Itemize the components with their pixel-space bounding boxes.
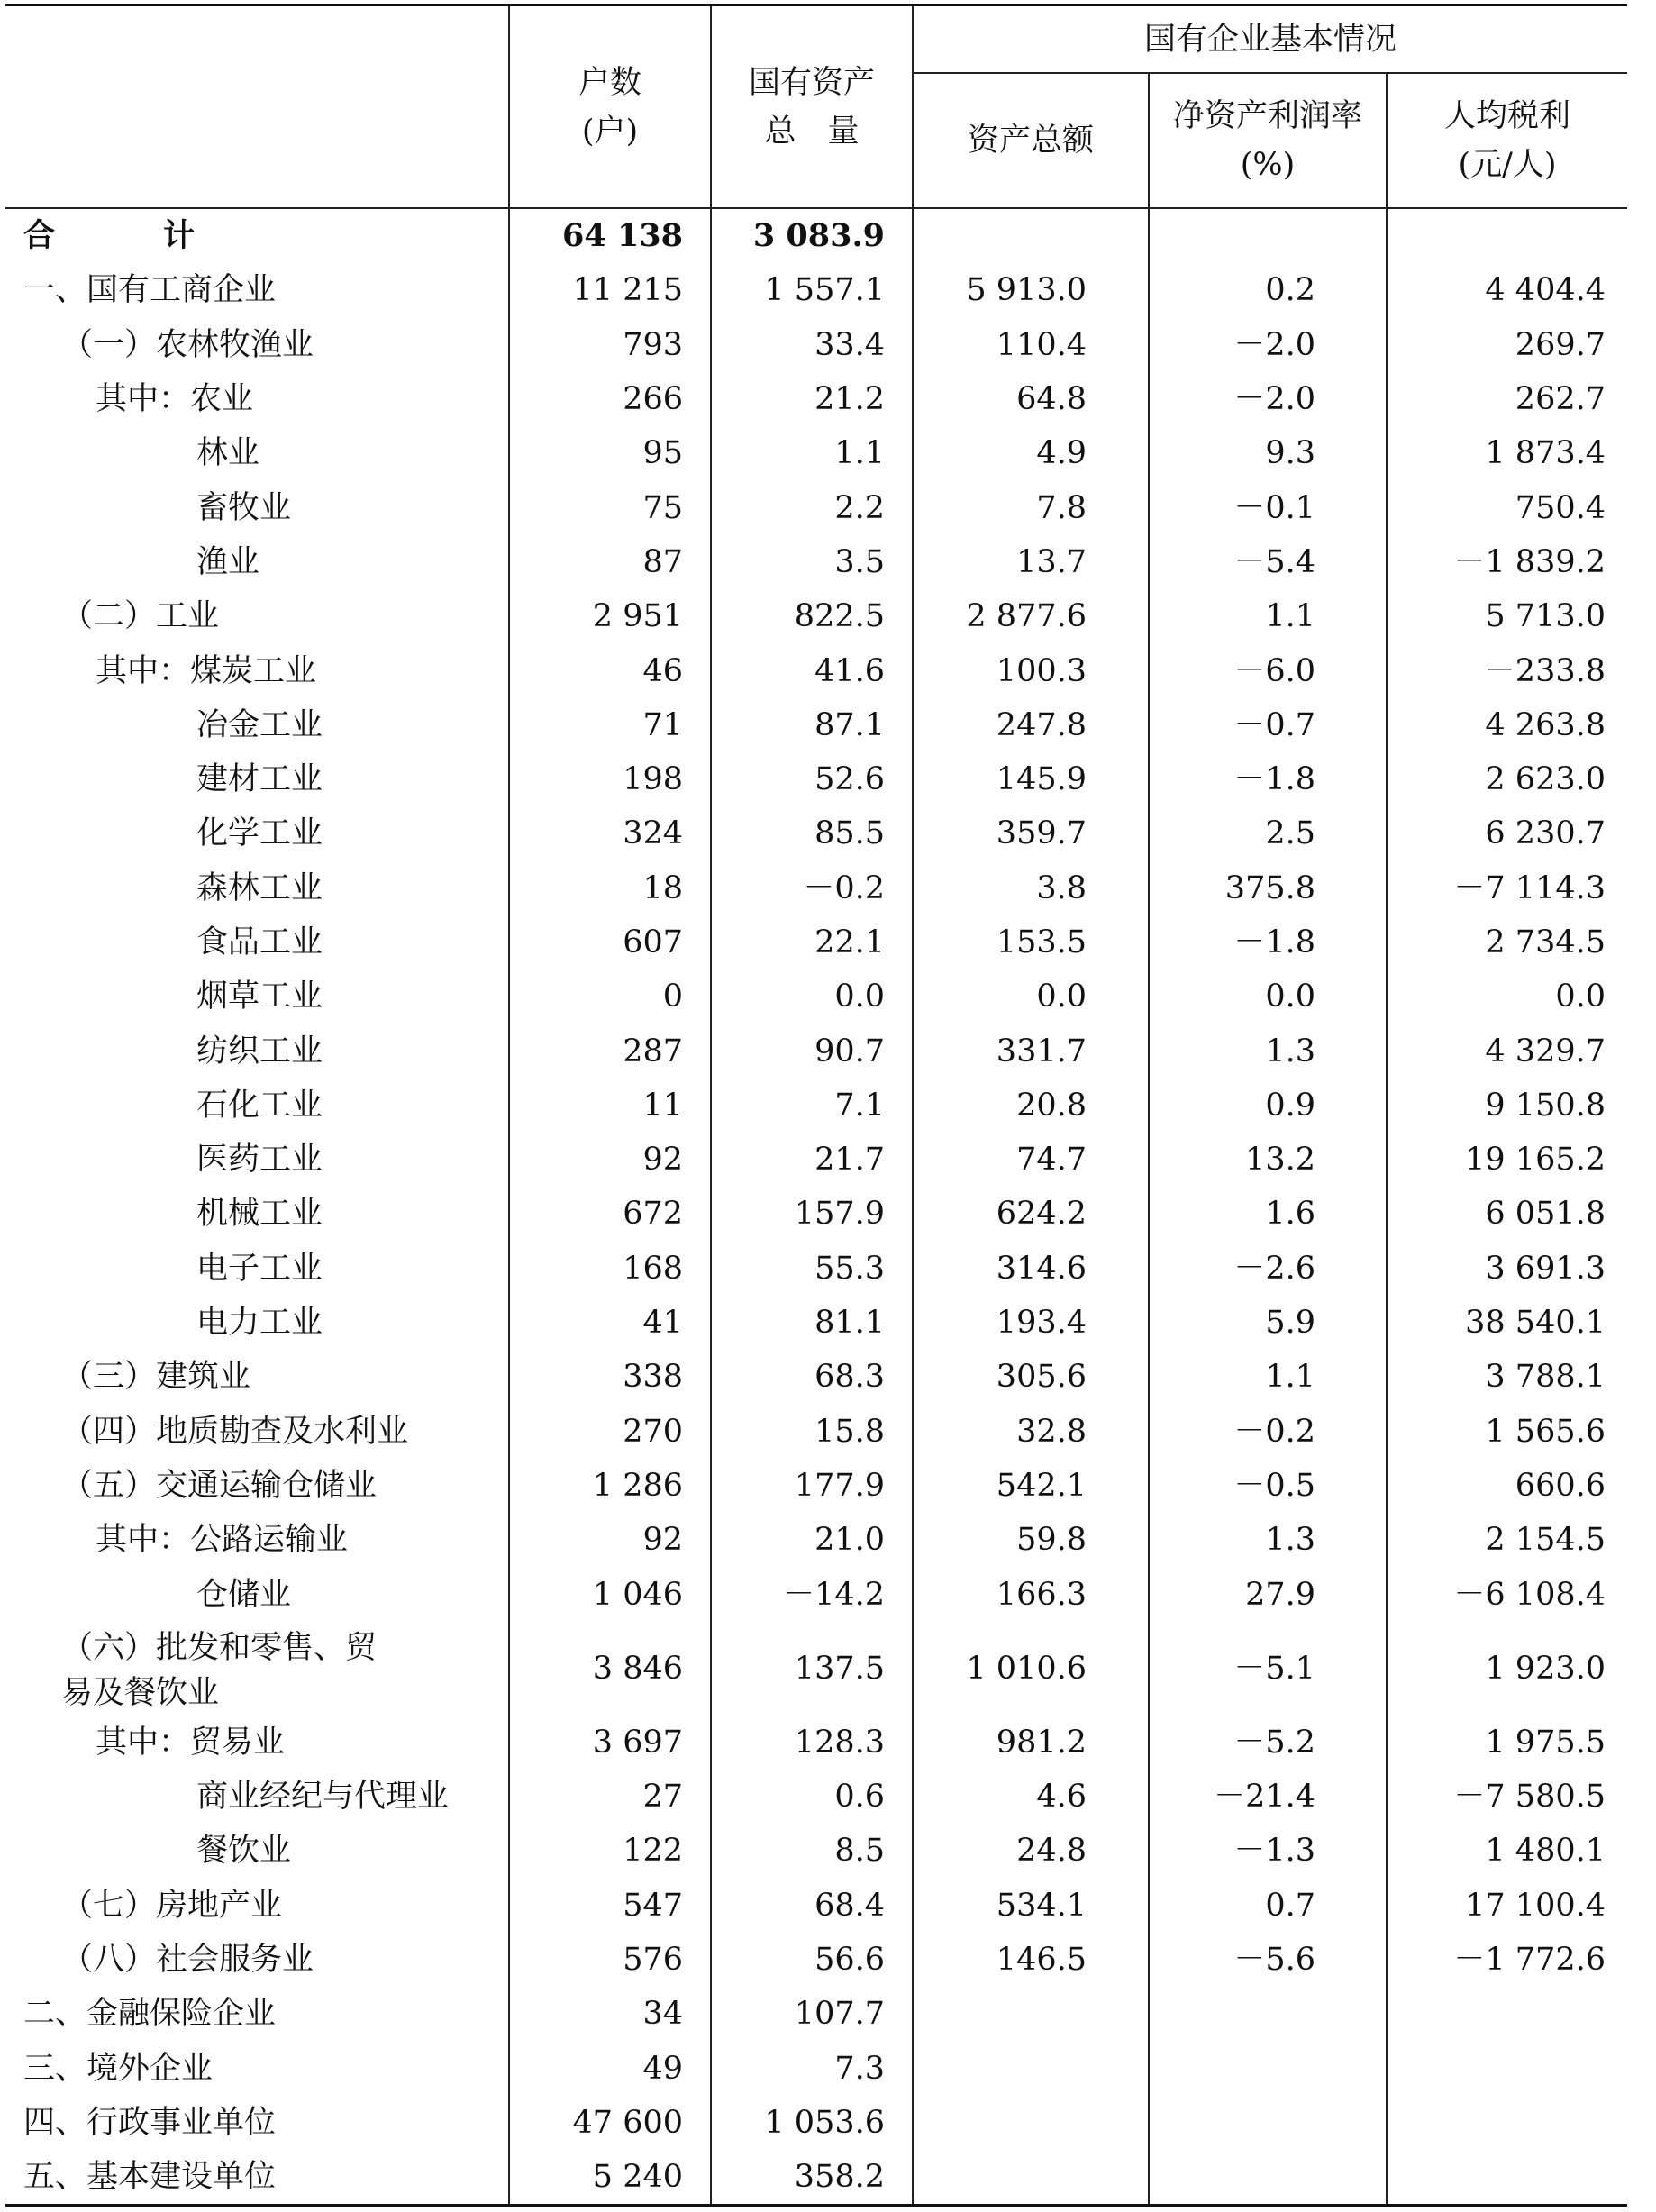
- cell-state-assets: 3.5: [711, 535, 913, 589]
- cell-total-assets: 7.8: [913, 480, 1149, 534]
- cell-roe: 1.3: [1149, 1513, 1387, 1567]
- cell-tax-per-capita: －7 114.3: [1387, 861, 1627, 915]
- header-group-title: 国有企业基本情况: [913, 5, 1627, 74]
- cell-tax-per-capita: 2 154.5: [1387, 1513, 1627, 1567]
- cell-total-assets: 193.4: [913, 1296, 1149, 1350]
- cell-tax-per-capita: [1387, 2150, 1627, 2206]
- row-label: 仓储业: [196, 1576, 292, 1613]
- table-row: [5, 969, 1627, 1024]
- cell-total-assets: [913, 2042, 1149, 2096]
- cell-roe: 1.3: [1149, 1024, 1387, 1078]
- cell-tax-per-capita: －6 108.4: [1387, 1567, 1627, 1621]
- cell-roe: －5.6: [1149, 1933, 1387, 1987]
- cell-tax-per-capita: 4 263.8: [1387, 698, 1627, 752]
- cell-tax-per-capita: [1387, 2096, 1627, 2150]
- cell-state-assets: 137.5: [711, 1622, 913, 1716]
- cell-roe: －1.8: [1149, 915, 1387, 969]
- cell-roe: 1.1: [1149, 1350, 1387, 1404]
- row-label: 食品工业: [196, 924, 323, 960]
- table-row: [5, 1133, 1627, 1187]
- cell-roe: 2.5: [1149, 806, 1387, 860]
- cell-total-assets: 981.2: [913, 1716, 1149, 1770]
- cell-tax-per-capita: 19 165.2: [1387, 1133, 1627, 1187]
- cell-roe: 1.1: [1149, 589, 1387, 643]
- table-row: [5, 2150, 1627, 2206]
- cell-state-assets: 128.3: [711, 1716, 913, 1770]
- table-row: [5, 1933, 1627, 1987]
- cell-roe: 5.9: [1149, 1296, 1387, 1350]
- cell-total-assets: 359.7: [913, 806, 1149, 860]
- cell-state-assets: 52.6: [711, 752, 913, 806]
- cell-total-assets: 20.8: [913, 1079, 1149, 1133]
- row-label: （四）地质勘查及水利业: [61, 1413, 409, 1450]
- table-row: [5, 1987, 1627, 2041]
- row-label: 商业经纪与代理业: [196, 1779, 450, 1816]
- state-assets-table: [5, 4, 1627, 2207]
- table-row: [5, 372, 1627, 426]
- cell-roe: 1.6: [1149, 1187, 1387, 1241]
- table-row: [5, 263, 1627, 317]
- table-body: [5, 208, 1627, 2206]
- cell-state-assets: 7.1: [711, 1079, 913, 1133]
- cell-households: 672: [509, 1187, 711, 1241]
- cell-total-assets: 59.8: [913, 1513, 1149, 1567]
- table-row: [5, 643, 1627, 697]
- cell-tax-per-capita: 2 734.5: [1387, 915, 1627, 969]
- cell-households: 34: [509, 1987, 711, 2041]
- header-households: 户数 (户): [509, 5, 711, 209]
- cell-households: 168: [509, 1242, 711, 1296]
- cell-households: 46: [509, 643, 711, 697]
- row-label: 林业: [196, 435, 260, 472]
- cell-households: 11 215: [509, 263, 711, 317]
- table-row: [5, 1405, 1627, 1459]
- cell-state-assets: 1 053.6: [711, 2096, 913, 2150]
- table-row: [5, 1567, 1627, 1621]
- row-label: （七）房地产业: [61, 1887, 283, 1924]
- cell-total-assets: 24.8: [913, 1824, 1149, 1878]
- row-label: 其中：煤炭工业: [96, 652, 317, 689]
- cell-roe: －5.1: [1149, 1622, 1387, 1716]
- cell-state-assets: 8.5: [711, 1824, 913, 1878]
- cell-households: 87: [509, 535, 711, 589]
- cell-state-assets: 22.1: [711, 915, 913, 969]
- cell-households: 1 046: [509, 1567, 711, 1621]
- row-label: （三）建筑业: [61, 1359, 251, 1396]
- header-roe: 净资产利润率 (%): [1149, 73, 1387, 208]
- row-label: （六）批发和零售、贸易及餐饮业: [61, 1629, 378, 1711]
- cell-total-assets: 331.7: [913, 1024, 1149, 1078]
- cell-tax-per-capita: 660.6: [1387, 1459, 1627, 1513]
- cell-state-assets: 2.2: [711, 480, 913, 534]
- cell-total-assets: 1 010.6: [913, 1622, 1149, 1716]
- row-label: 五、基本建设单位: [5, 2150, 509, 2206]
- table-row: [5, 698, 1627, 752]
- cell-total-assets: [913, 2150, 1149, 2206]
- cell-households: 47 600: [509, 2096, 711, 2150]
- cell-state-assets: 68.3: [711, 1350, 913, 1404]
- cell-roe: [1149, 2096, 1387, 2150]
- cell-tax-per-capita: [1387, 1987, 1627, 2041]
- cell-roe: －6.0: [1149, 643, 1387, 697]
- table-row: [5, 1879, 1627, 1933]
- cell-tax-per-capita: [1387, 2042, 1627, 2096]
- cell-roe: [1149, 1987, 1387, 2041]
- cell-households: 5 240: [509, 2150, 711, 2206]
- cell-households: 64 138: [509, 208, 711, 263]
- cell-state-assets: 358.2: [711, 2150, 913, 2206]
- cell-state-assets: 3 083.9: [711, 208, 913, 263]
- row-label: 四、行政事业单位: [23, 2104, 277, 2141]
- cell-tax-per-capita: －1 839.2: [1387, 535, 1627, 589]
- cell-state-assets: 56.6: [711, 1933, 913, 1987]
- row-label: 二、金融保险企业: [23, 1996, 277, 2033]
- cell-state-assets: 21.2: [711, 372, 913, 426]
- cell-tax-per-capita: 9 150.8: [1387, 1079, 1627, 1133]
- cell-households: 607: [509, 915, 711, 969]
- row-label: 冶金工业: [196, 706, 323, 743]
- header-tax-per-capita: 人均税利 (元/人): [1387, 73, 1627, 208]
- cell-tax-per-capita: 4 404.4: [1387, 263, 1627, 317]
- cell-households: 122: [509, 1824, 711, 1878]
- cell-tax-per-capita: 2 623.0: [1387, 752, 1627, 806]
- cell-state-assets: 0.0: [711, 969, 913, 1024]
- cell-total-assets: 153.5: [913, 915, 1149, 969]
- cell-roe: －2.6: [1149, 1242, 1387, 1296]
- total-row: [5, 208, 1627, 263]
- cell-tax-per-capita: 0.0: [1387, 969, 1627, 1024]
- cell-tax-per-capita: 3 691.3: [1387, 1242, 1627, 1296]
- table-row: [5, 1716, 1627, 1770]
- cell-tax-per-capita: －7 580.5: [1387, 1770, 1627, 1824]
- table-row: [5, 1079, 1627, 1133]
- cell-households: 95: [509, 426, 711, 480]
- cell-state-assets: －0.2: [711, 861, 913, 915]
- cell-roe: －21.4: [1149, 1770, 1387, 1824]
- cell-state-assets: 68.4: [711, 1879, 913, 1933]
- row-label: 渔业: [196, 543, 260, 580]
- table-row: [5, 2042, 1627, 2096]
- table-row: [5, 1242, 1627, 1296]
- row-label: 纺织工业: [196, 1033, 323, 1070]
- row-label: （五）交通运输仓储业: [61, 1467, 378, 1504]
- cell-state-assets: 107.7: [711, 1987, 913, 2041]
- cell-tax-per-capita: 1 480.1: [1387, 1824, 1627, 1878]
- cell-tax-per-capita: 262.7: [1387, 372, 1627, 426]
- row-label: 其中：公路运输业: [96, 1522, 349, 1559]
- cell-total-assets: 74.7: [913, 1133, 1149, 1187]
- cell-tax-per-capita: －1 772.6: [1387, 1933, 1627, 1987]
- cell-total-assets: 3.8: [913, 861, 1149, 915]
- cell-households: 49: [509, 2042, 711, 2096]
- cell-households: 92: [509, 1133, 711, 1187]
- cell-tax-per-capita: 1 873.4: [1387, 426, 1627, 480]
- cell-roe: 0.2: [1149, 263, 1387, 317]
- cell-roe: －0.7: [1149, 698, 1387, 752]
- cell-total-assets: 542.1: [913, 1459, 1149, 1513]
- cell-tax-per-capita: 750.4: [1387, 480, 1627, 534]
- cell-total-assets: 5 913.0: [913, 263, 1149, 317]
- cell-state-assets: 55.3: [711, 1242, 913, 1296]
- row-label: 其中：贸易业: [96, 1724, 286, 1761]
- cell-households: 71: [509, 698, 711, 752]
- cell-tax-per-capita: 17 100.4: [1387, 1879, 1627, 1933]
- cell-tax-per-capita: 6 230.7: [1387, 806, 1627, 860]
- row-label: （二）工业: [61, 598, 220, 635]
- cell-households: 41: [509, 1296, 711, 1350]
- cell-total-assets: 0.0: [913, 969, 1149, 1024]
- header-state-assets: 国有资产 总 量: [711, 5, 913, 209]
- cell-state-assets: 21.7: [711, 1133, 913, 1187]
- cell-tax-per-capita: 4 329.7: [1387, 1024, 1627, 1078]
- cell-total-assets: 2 877.6: [913, 589, 1149, 643]
- cell-tax-per-capita: －233.8: [1387, 643, 1627, 697]
- cell-households: 338: [509, 1350, 711, 1404]
- cell-households: 2 951: [509, 589, 711, 643]
- cell-total-assets: 166.3: [913, 1567, 1149, 1621]
- cell-households: 547: [509, 1879, 711, 1933]
- cell-total-assets: 100.3: [913, 643, 1149, 697]
- row-label: 三、境外企业: [23, 2050, 214, 2087]
- cell-total-assets: [913, 2096, 1149, 2150]
- cell-households: 793: [509, 318, 711, 372]
- cell-roe: 0.7: [1149, 1879, 1387, 1933]
- cell-total-assets: 13.7: [913, 535, 1149, 589]
- table-row: [5, 589, 1627, 643]
- cell-households: 0: [509, 969, 711, 1024]
- header-blank: [5, 5, 509, 209]
- table-header: [5, 5, 1627, 209]
- table-row: [5, 806, 1627, 860]
- cell-households: 92: [509, 1513, 711, 1567]
- cell-tax-per-capita: 3 788.1: [1387, 1350, 1627, 1404]
- cell-households: 11: [509, 1079, 711, 1133]
- row-label: 医药工业: [196, 1142, 323, 1179]
- cell-households: 287: [509, 1024, 711, 1078]
- cell-total-assets: [913, 208, 1149, 263]
- row-label: 机械工业: [196, 1196, 323, 1233]
- row-label: 餐饮业: [196, 1833, 292, 1870]
- cell-roe: 13.2: [1149, 1133, 1387, 1187]
- cell-state-assets: 21.0: [711, 1513, 913, 1567]
- cell-tax-per-capita: 269.7: [1387, 318, 1627, 372]
- cell-households: 198: [509, 752, 711, 806]
- cell-total-assets: 305.6: [913, 1350, 1149, 1404]
- table-row: [5, 1459, 1627, 1513]
- cell-state-assets: 41.6: [711, 643, 913, 697]
- cell-households: 3 697: [509, 1716, 711, 1770]
- table-row: [5, 535, 1627, 589]
- cell-total-assets: 32.8: [913, 1405, 1149, 1459]
- table-row: [5, 1296, 1627, 1350]
- cell-total-assets: 110.4: [913, 318, 1149, 372]
- row-label: 电子工业: [196, 1250, 323, 1287]
- table-row: [5, 1824, 1627, 1878]
- table-row: [5, 1770, 1627, 1824]
- cell-roe: 0.0: [1149, 969, 1387, 1024]
- cell-state-assets: 157.9: [711, 1187, 913, 1241]
- cell-tax-per-capita: 1 975.5: [1387, 1716, 1627, 1770]
- table-row: [5, 1513, 1627, 1567]
- cell-state-assets: 90.7: [711, 1024, 913, 1078]
- row-label: 畜牧业: [196, 489, 292, 526]
- cell-tax-per-capita: 1 923.0: [1387, 1622, 1627, 1716]
- cell-roe: －5.4: [1149, 535, 1387, 589]
- table-row: [5, 426, 1627, 480]
- cell-state-assets: 85.5: [711, 806, 913, 860]
- cell-roe: [1149, 208, 1387, 263]
- row-label: 石化工业: [196, 1087, 323, 1124]
- table-row: [5, 915, 1627, 969]
- row-label: （一）农林牧渔业: [61, 326, 314, 363]
- cell-state-assets: 177.9: [711, 1459, 913, 1513]
- table-row: [5, 480, 1627, 534]
- cell-households: 27: [509, 1770, 711, 1824]
- row-label: （八）社会服务业: [61, 1942, 314, 1979]
- cell-total-assets: 4.6: [913, 1770, 1149, 1824]
- cell-total-assets: 64.8: [913, 372, 1149, 426]
- cell-total-assets: 146.5: [913, 1933, 1149, 1987]
- table-row: [5, 2096, 1627, 2150]
- cell-households: 75: [509, 480, 711, 534]
- cell-state-assets: －14.2: [711, 1567, 913, 1621]
- row-label: 合 计: [23, 217, 196, 255]
- cell-state-assets: 15.8: [711, 1405, 913, 1459]
- cell-total-assets: 247.8: [913, 698, 1149, 752]
- table-row: [5, 1024, 1627, 1078]
- table-row: [5, 1350, 1627, 1404]
- cell-roe: －5.2: [1149, 1716, 1387, 1770]
- table-row: [5, 861, 1627, 915]
- row-label: 森林工业: [196, 869, 323, 906]
- cell-roe: 0.9: [1149, 1079, 1387, 1133]
- cell-households: 324: [509, 806, 711, 860]
- cell-roe: －2.0: [1149, 318, 1387, 372]
- cell-roe: －1.8: [1149, 752, 1387, 806]
- cell-state-assets: 822.5: [711, 589, 913, 643]
- cell-roe: 27.9: [1149, 1567, 1387, 1621]
- cell-total-assets: [913, 1987, 1149, 2041]
- cell-households: 3 846: [509, 1622, 711, 1716]
- cell-state-assets: 0.6: [711, 1770, 913, 1824]
- table-row: [5, 318, 1627, 372]
- cell-total-assets: 4.9: [913, 426, 1149, 480]
- cell-households: 266: [509, 372, 711, 426]
- cell-state-assets: 1.1: [711, 426, 913, 480]
- cell-roe: －0.2: [1149, 1405, 1387, 1459]
- cell-roe: [1149, 2150, 1387, 2206]
- row-label: 电力工业: [196, 1305, 323, 1342]
- table-row: [5, 1622, 1627, 1716]
- cell-state-assets: 87.1: [711, 698, 913, 752]
- cell-households: 1 286: [509, 1459, 711, 1513]
- cell-households: 270: [509, 1405, 711, 1459]
- table-row: [5, 752, 1627, 806]
- cell-total-assets: 314.6: [913, 1242, 1149, 1296]
- cell-state-assets: 1 557.1: [711, 263, 913, 317]
- cell-tax-per-capita: [1387, 208, 1627, 263]
- row-label: 化学工业: [196, 815, 323, 852]
- row-label: 一、国有工商企业: [23, 272, 277, 309]
- cell-tax-per-capita: 38 540.1: [1387, 1296, 1627, 1350]
- cell-total-assets: 145.9: [913, 752, 1149, 806]
- row-label: 烟草工业: [196, 979, 323, 1015]
- cell-roe: －1.3: [1149, 1824, 1387, 1878]
- cell-roe: 375.8: [1149, 861, 1387, 915]
- cell-roe: －0.5: [1149, 1459, 1387, 1513]
- row-label: 其中：农业: [96, 381, 254, 418]
- cell-state-assets: 33.4: [711, 318, 913, 372]
- cell-roe: [1149, 2042, 1387, 2096]
- cell-state-assets: 7.3: [711, 2042, 913, 2096]
- header-total-assets: 资产总额: [913, 73, 1149, 208]
- table-row: [5, 1187, 1627, 1241]
- row-label: 建材工业: [196, 761, 323, 798]
- cell-tax-per-capita: 5 713.0: [1387, 589, 1627, 643]
- cell-tax-per-capita: 1 565.6: [1387, 1405, 1627, 1459]
- cell-households: 18: [509, 861, 711, 915]
- cell-roe: 9.3: [1149, 426, 1387, 480]
- cell-roe: －0.1: [1149, 480, 1387, 534]
- cell-tax-per-capita: 6 051.8: [1387, 1187, 1627, 1241]
- cell-total-assets: 624.2: [913, 1187, 1149, 1241]
- cell-roe: －2.0: [1149, 372, 1387, 426]
- cell-state-assets: 81.1: [711, 1296, 913, 1350]
- cell-total-assets: 534.1: [913, 1879, 1149, 1933]
- cell-households: 576: [509, 1933, 711, 1987]
